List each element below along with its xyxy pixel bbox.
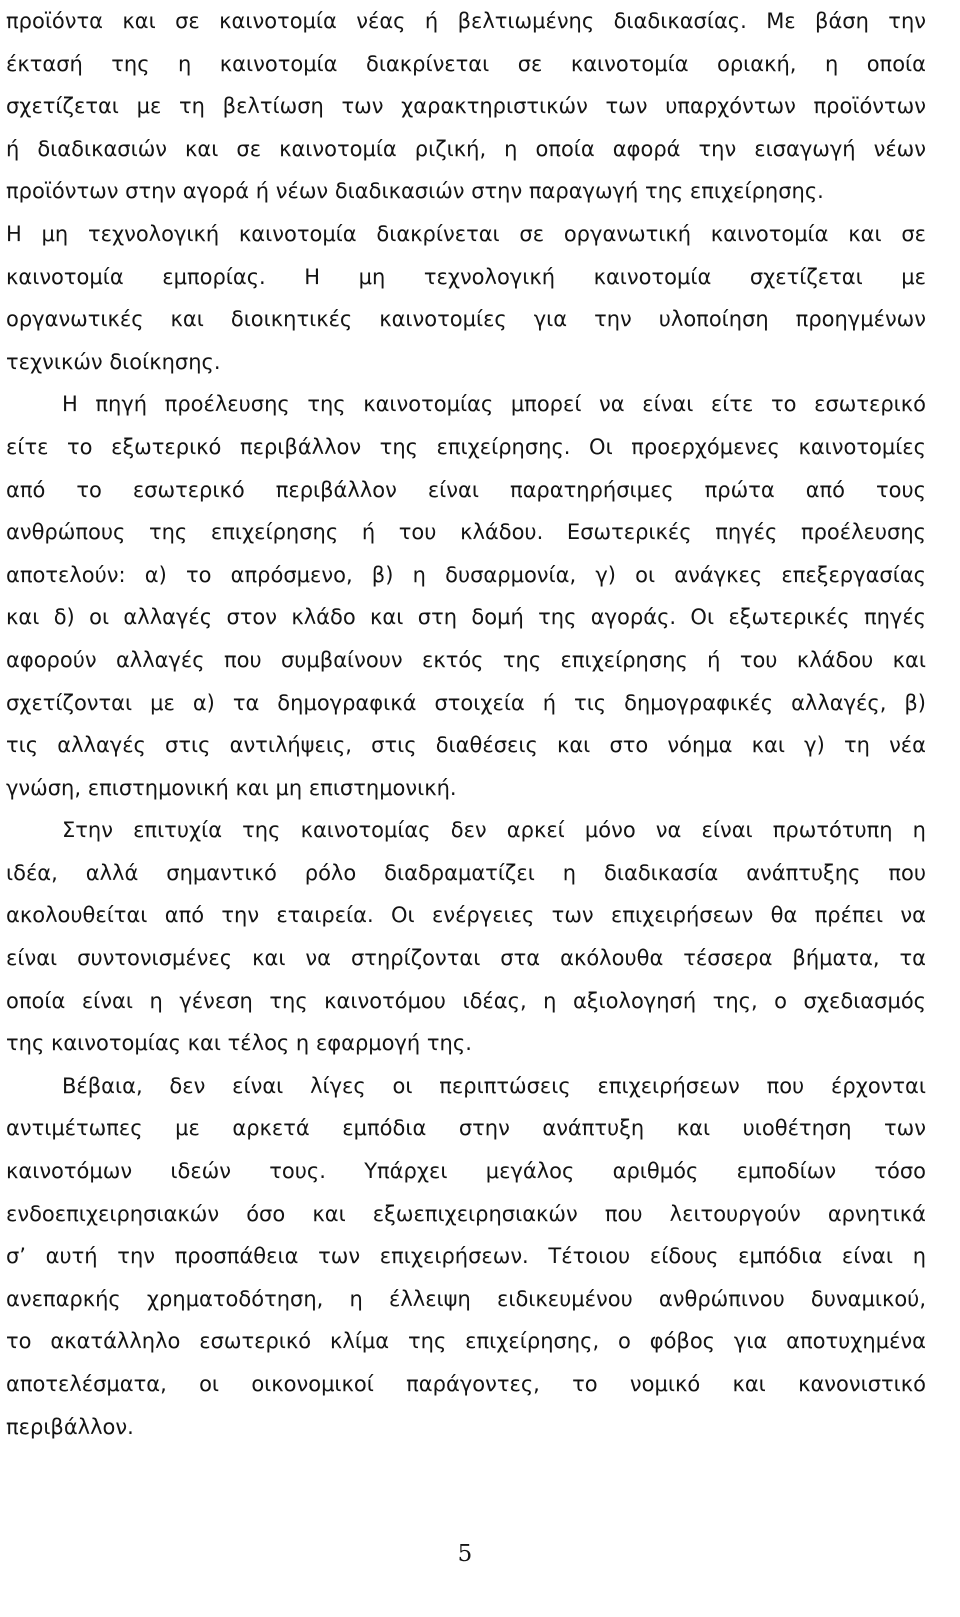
text-line: αφορούν αλλαγές που συμβαίνουν εκτός της επιχείρησης ή του κλάδου και xyxy=(6,647,926,672)
text-line: αποτελούν: α) το απρόσμενο, β) η δυσαρμονία, γ) οι ανάγκες επεξεργασίας xyxy=(6,562,926,587)
text-line: τεχνικών διοίκησης. xyxy=(6,349,221,374)
text-line: ή διαδικασιών και σε καινοτομία ριζική, η οποία αφορά την εισαγωγή νέων xyxy=(6,136,926,161)
text-line: της καινοτομίας και τέλος η εφαρμογή της. xyxy=(6,1031,472,1056)
text-line: ενδοεπιχειρησιακών όσο και εξωεπιχειρησιακών που λειτουργούν αρνητικά xyxy=(6,1201,926,1226)
text-line: είναι συντονισμένες και να στηρίζονται στα ακόλουθα τέσσερα βήματα, τα xyxy=(6,946,926,971)
text-line: οργανωτικές και διοικητικές καινοτομίες για την υλοποίηση προηγμένων xyxy=(6,307,926,332)
text-line: σχετίζεται με τη βελτίωση των χαρακτηριστικών των υπαρχόντων προϊόντων xyxy=(6,94,926,119)
paragraph-first-line: Στην επιτυχία της καινοτομίας δεν αρκεί μόνο να είναι πρωτότυπη η xyxy=(62,818,926,843)
page-number: 5 xyxy=(457,1541,473,1567)
text-line: τις αλλαγές στις αντιλήψεις, στις διαθέσεις και στο νόημα και γ) τη νέα xyxy=(6,733,926,758)
text-line: ιδέα, αλλά σημαντικό ρόλο διαδραματίζει η διαδικασία ανάπτυξης που xyxy=(6,860,926,885)
text-line: Η μη τεχνολογική καινοτομία διακρίνεται σε οργανωτική καινοτομία και σε xyxy=(6,221,926,246)
text-line: από το εσωτερικό περιβάλλον είναι παρατηρήσιμες πρώτα από τους xyxy=(6,477,926,502)
text-line: προϊόντα και σε καινοτομία νέας ή βελτιωμένης διαδικασίας. Με βάση την xyxy=(6,9,926,33)
text-line: προϊόντων στην αγορά ή νέων διαδικασιών στην παραγωγή της επιχείρησης. xyxy=(6,179,824,204)
text-line: και δ) οι αλλαγές στον κλάδο και στη δομή της αγοράς. Οι εξωτερικές πηγές xyxy=(6,605,926,630)
text-line: καινοτόμων ιδεών τους. Υπάρχει μεγάλος αριθμός εμποδίων τόσο xyxy=(6,1159,926,1184)
text-line: έκτασή της η καινοτομία διακρίνεται σε καινοτομία οριακή, η οποία xyxy=(6,51,926,76)
text-line: είτε το εξωτερικό περιβάλλον της επιχείρησης. Οι προερχόμενες καινοτομίες xyxy=(6,434,926,459)
document-body xyxy=(6,0,926,1448)
text-line: οποία είναι η γένεση της καινοτόμου ιδέας, η αξιολογησή της, ο σχεδιασμός xyxy=(6,988,926,1013)
text-line: γνώση, επιστημονική και μη επιστημονική. xyxy=(6,775,457,800)
text-line: ανθρώπους της επιχείρησης ή του κλάδου. Εσωτερικές πηγές προέλευσης xyxy=(6,520,926,545)
text-line: σχετίζονται με α) τα δημογραφικά στοιχεία ή τις δημογραφικές αλλαγές, β) xyxy=(6,690,926,715)
paragraph-first-line: Η πηγή προέλευσης της καινοτομίας μπορεί να είναι είτε το εσωτερικό xyxy=(62,392,926,417)
text-line: ακολουθείται από την εταιρεία. Οι ενέργειες των επιχειρήσεων θα πρέπει να xyxy=(6,903,926,928)
text-line: αποτελέσματα, οι οικονομικοί παράγοντες, το νομικό και κανονιστικό xyxy=(6,1372,926,1396)
paragraph-first-line: Βέβαια, δεν είναι λίγες οι περιπτώσεις επιχειρήσεων που έρχονται xyxy=(62,1073,926,1098)
text-line: καινοτομία εμπορίας. Η μη τεχνολογική καινοτομία σχετίζεται με xyxy=(6,264,926,289)
text-line: περιβάλλον. xyxy=(6,1414,134,1439)
text-line: αντιμέτωπες με αρκετά εμπόδια στην ανάπτυξη και υιοθέτηση των xyxy=(6,1116,926,1141)
text-line: σ’ αυτή την προσπάθεια των επιχειρήσεων. Τέτοιου είδους εμπόδια είναι η xyxy=(6,1244,926,1269)
text-line: ανεπαρκής χρηματοδότηση, η έλλειψη ειδικευμένου ανθρώπινου δυναμικού, xyxy=(6,1286,926,1311)
text-line: το ακατάλληλο εσωτερικό κλίμα της επιχείρησης, ο φόβος για αποτυχημένα xyxy=(6,1329,926,1354)
